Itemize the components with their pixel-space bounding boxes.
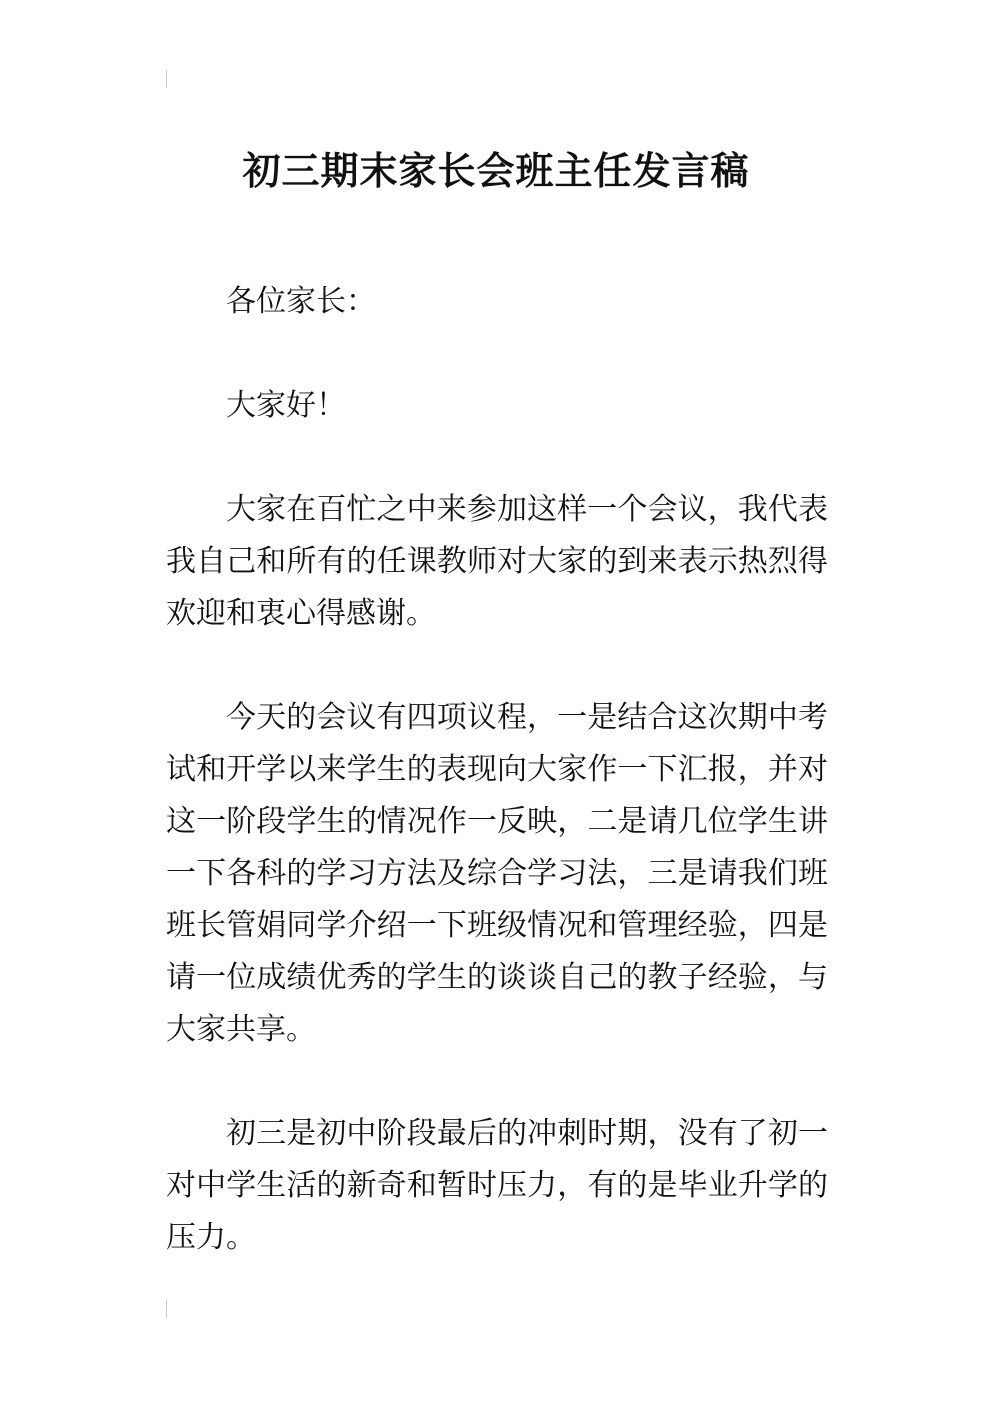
page-margin-mark-bottom [166, 1300, 167, 1318]
paragraph: 大家在百忙之中来参加这样一个会议，我代表我自己和所有的任课教师对大家的到来表示热烈得欢迎和衷心得感谢。 [166, 492, 828, 631]
document-title: 初三期末家长会班主任发言稿 [242, 149, 750, 194]
greeting: 大家好！ [226, 388, 346, 423]
paragraph: 初三是初中阶段最后的冲刺时期，没有了初一对中学生活的新奇和暂时压力，有的是毕业升学的压力。 [166, 1116, 828, 1255]
salutation: 各位家长： [226, 284, 376, 319]
paragraph: 今天的会议有四项议程，一是结合这次期中考试和开学以来学生的表现向大家作一下汇报，并对这一阶段学生的情况作一反映，二是请几位学生讲一下各科的学习方法及综合学习法，三是请我们班班长管娟同学介绍一下班级情况和管理经验，四是请一位成绩优秀的学生的谈谈自己的教子经验，与大家共享。 [166, 700, 828, 1047]
page-margin-mark-top [166, 70, 167, 88]
document-body [166, 276, 828, 1316]
